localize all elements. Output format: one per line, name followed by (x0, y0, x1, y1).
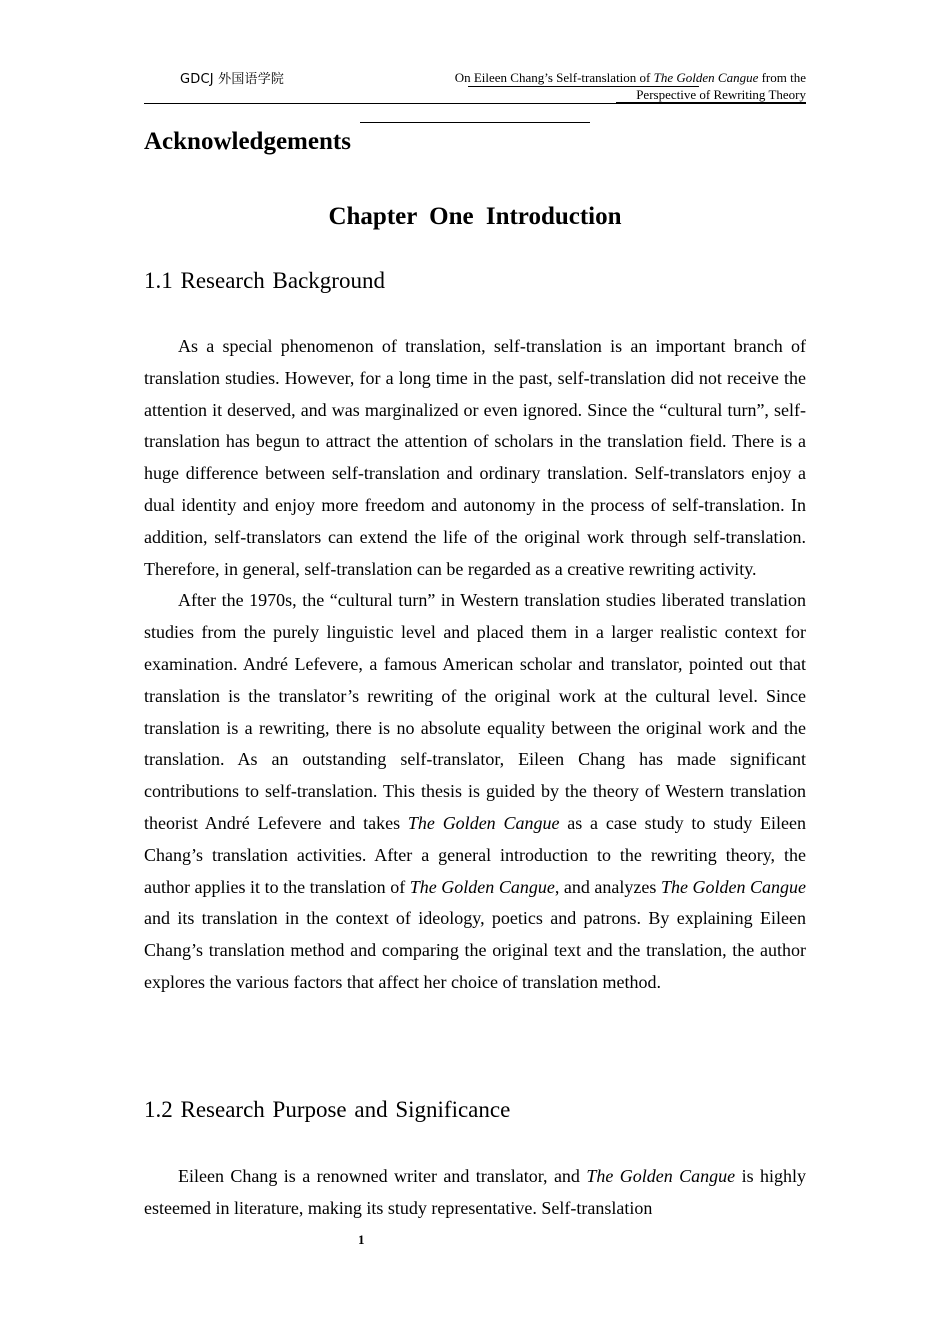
paragraph-2 (144, 585, 806, 998)
book-title-italic: The Golden Cangue (586, 1166, 736, 1186)
paragraph-research-purpose (144, 1161, 806, 1225)
paragraph-1: As a special phenomenon of translation, self-translation is an important branch of translation studies. However, for a long time in the past, self-translation did not receive the attention it deserved, and was marginalized or even ignored. Since the “cultural turn”, self-translation has begun to attract the attention of scholars in the translation field. There is a huge difference between self-translation and ordinary translation. Self-translators enjoy a dual identity and enjoy more freedom and autonomy in the process of self-translation. In addition, self-translators can extend the life of the original work through self-translation. Therefore, in general, self-translation can be regarded as a creative rewriting activity. (144, 336, 806, 579)
paragraph-3-text: Eileen Chang is a renowned writer and translator, and (178, 1166, 587, 1186)
header-rule (144, 103, 806, 104)
header-title-text-b: from the (758, 70, 806, 85)
section-heading-1-1: 1.1 Research Background (144, 268, 385, 293)
paragraph-2-text: and its translation in the context of ideology, poetics and patrons. By explaining Eileen Chang’s translation method and comparing the original text and the translation, the author explores the various factors that affect her choice of translation method. (144, 908, 806, 992)
paragraph-3 (144, 1161, 806, 1225)
paragraph-2-text: After the 1970s, the “cultural turn” in Western translation studies liberated translation studies from the purely linguistic level and placed them in a larger realistic context for examination. André Lefevere, a famous American scholar and translator, pointed out that translation is the translator’s rewriting of the original work at the cultural level. Since translation is a rewriting, there is no absolute equality between the original work and the translation. As an outstanding self-translator, Eileen Chang has made significant contributions to self-translation. This thesis is guided by the theory of Western translation theorist André Lefevere and takes (144, 590, 806, 833)
acknowledgements-heading: Acknowledgements (144, 128, 351, 155)
header-title-text-a: On Eileen Chang’s Self-translation of (454, 70, 654, 85)
paragraph-3-text: is highly esteemed in literature, making its study representative. Self-translation (144, 1166, 807, 1218)
header-title-italic: The Golden Cangue (653, 70, 759, 85)
header-underline (468, 86, 699, 87)
paragraph-2-text: , and analyzes (554, 876, 661, 897)
chapter-title: Chapter One Introduction (328, 203, 622, 230)
header-title-line2: Perspective of Rewriting Theory (636, 87, 806, 102)
book-title-italic: The Golden Cangue (409, 876, 555, 897)
book-title-italic: The Golden Cangue (660, 876, 807, 897)
header-sub-rule (360, 122, 590, 123)
book-title-italic: The Golden Cangue (407, 812, 560, 833)
header-left-institution: GDCJ 外国语学院 (180, 72, 285, 87)
paragraph-2-text: as a case study to study Eileen Chang’s translation activities. After a general introduction to the rewriting theory, the author applies it to the translation of (144, 812, 806, 897)
section-heading-1-2: 1.2 Research Purpose and Significance (144, 1097, 511, 1122)
paragraph-research-background (144, 331, 806, 999)
page-number: 1 (358, 1232, 365, 1247)
